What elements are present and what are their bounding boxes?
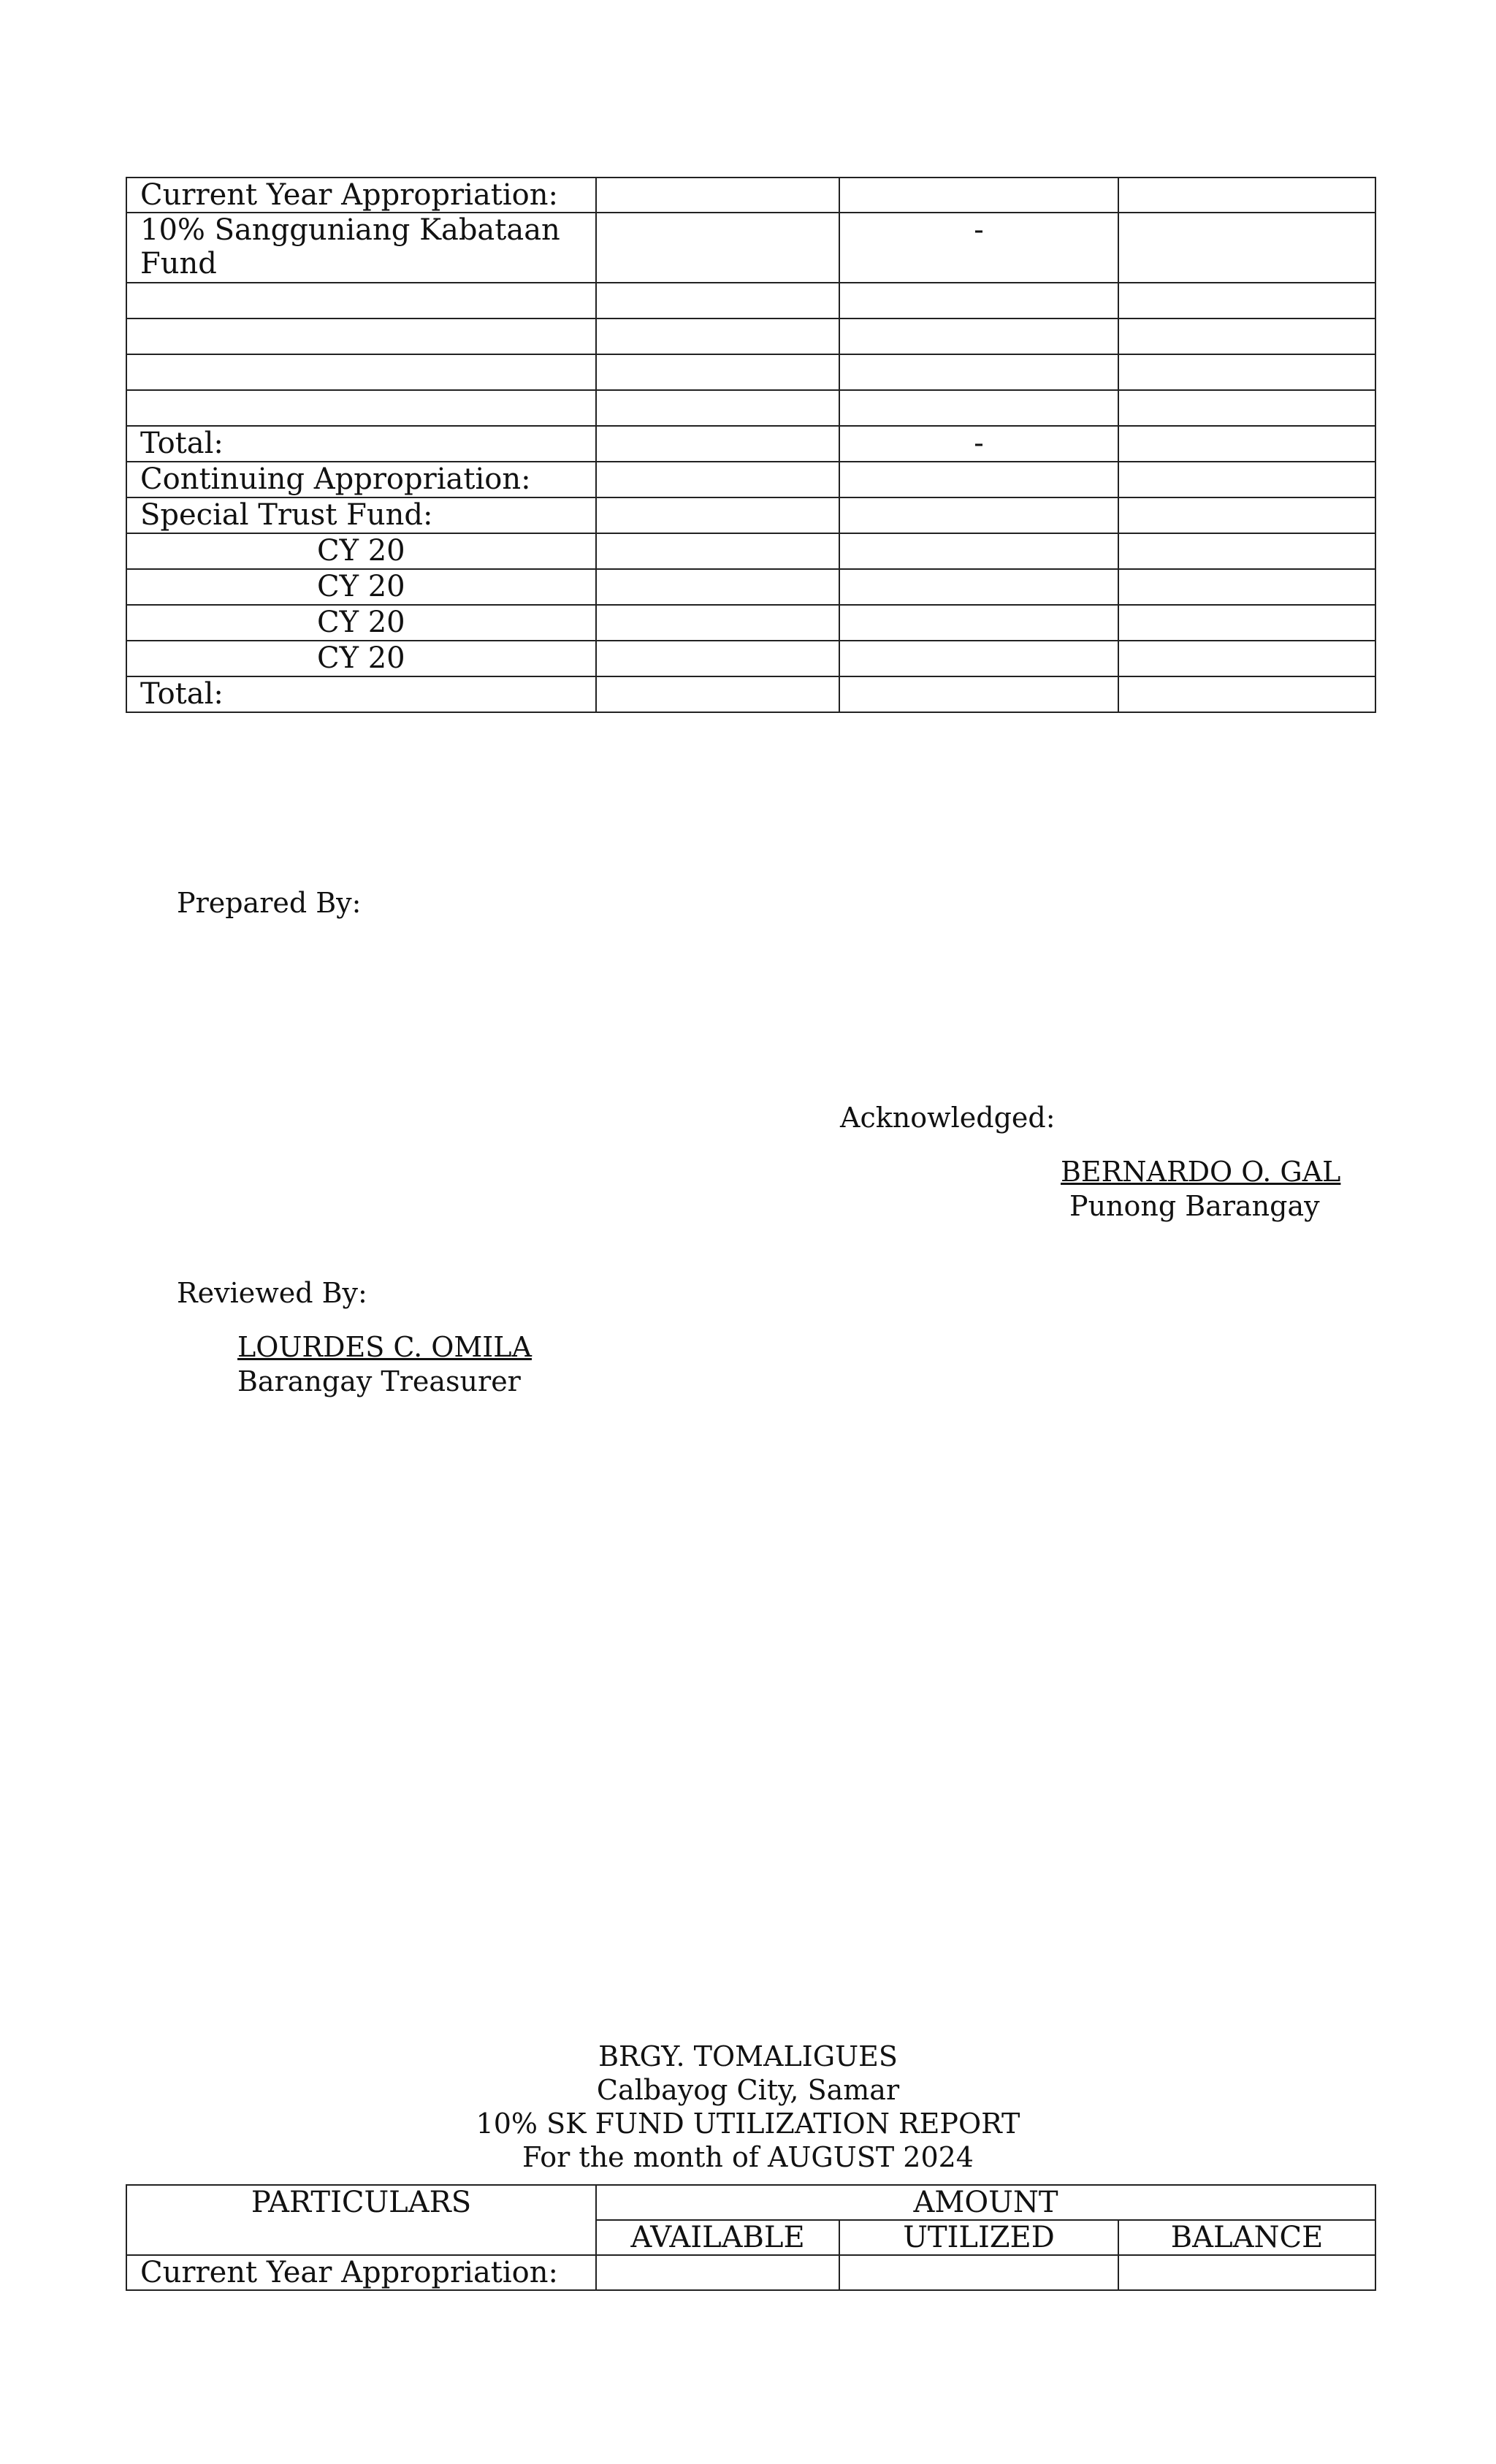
table-row [126, 283, 1375, 319]
available-cell [596, 354, 839, 390]
available-cell [596, 497, 839, 533]
available-cell [596, 533, 839, 569]
balance-cell [1118, 390, 1375, 426]
available-cell [596, 641, 839, 676]
row-label: Total: [126, 676, 596, 712]
available-cell [596, 426, 839, 462]
available-cell [596, 569, 839, 605]
utilized-header: UTILIZED [839, 2220, 1118, 2255]
table-row [126, 426, 1375, 462]
balance-cell [1118, 641, 1375, 676]
balance-cell [1118, 319, 1375, 354]
row-label: Current Year Appropriation: [126, 178, 596, 213]
balance-cell [1118, 462, 1375, 497]
available-cell [596, 2255, 839, 2290]
barangay-name: BRGY. TOMALIGUES [598, 2040, 898, 2072]
available-cell [596, 462, 839, 497]
row-label: Current Year Appropriation: [126, 2255, 596, 2290]
utilized-cell [839, 462, 1118, 497]
row-label [126, 390, 596, 426]
acknowledged-signatory-name: BERNARDO O. GAL [1061, 1156, 1341, 1188]
row-label: Special Trust Fund: [126, 497, 596, 533]
table-row [126, 462, 1375, 497]
row-label [126, 354, 596, 390]
row-label: CY 20 [126, 641, 596, 676]
balance-cell [1118, 426, 1375, 462]
report-period: For the month of AUGUST 2024 [522, 2141, 974, 2173]
table-row [126, 676, 1375, 712]
utilization-table [126, 2184, 1376, 2291]
row-label [126, 283, 596, 319]
table-row [126, 319, 1375, 354]
utilized-cell [839, 569, 1118, 605]
utilization-table-continued [126, 177, 1376, 713]
available-cell [596, 213, 839, 283]
table-header-row [126, 2185, 1375, 2220]
balance-cell [1118, 533, 1375, 569]
utilized-cell [839, 497, 1118, 533]
particulars-header: PARTICULARS [126, 2185, 596, 2255]
row-label: 10% Sangguniang Kabataan Fund [126, 213, 596, 283]
table-row [126, 569, 1375, 605]
balance-cell [1118, 605, 1375, 641]
table-row [126, 605, 1375, 641]
available-cell [596, 605, 839, 641]
balance-header: BALANCE [1118, 2220, 1375, 2255]
reviewed-signatory-name: LOURDES C. OMILA [237, 1331, 532, 1363]
reviewed-by-label: Reviewed By: [177, 1277, 367, 1309]
utilized-cell [839, 641, 1118, 676]
balance-cell [1118, 2255, 1375, 2290]
available-cell [596, 676, 839, 712]
prepared-by-label: Prepared By: [177, 887, 362, 919]
reviewed-signatory-title: Barangay Treasurer [237, 1365, 521, 1397]
utilized-cell [839, 178, 1118, 213]
table-row [126, 354, 1375, 390]
balance-cell [1118, 354, 1375, 390]
utilized-cell [839, 283, 1118, 319]
acknowledged-signatory-title: Punong Barangay [1069, 1190, 1320, 1222]
utilized-cell: - [839, 213, 1118, 283]
table-row [126, 497, 1375, 533]
balance-cell [1118, 676, 1375, 712]
table-row [126, 178, 1375, 213]
balance-cell [1118, 178, 1375, 213]
utilized-cell [839, 390, 1118, 426]
row-label: Continuing Appropriation: [126, 462, 596, 497]
report-header [0, 2040, 1496, 2174]
balance-cell [1118, 213, 1375, 283]
available-cell [596, 283, 839, 319]
table-row [126, 641, 1375, 676]
row-label: CY 20 [126, 569, 596, 605]
available-cell [596, 319, 839, 354]
available-cell [596, 178, 839, 213]
table-row [126, 533, 1375, 569]
balance-cell [1118, 569, 1375, 605]
utilized-cell: - [839, 426, 1118, 462]
report-title: 10% SK FUND UTILIZATION REPORT [476, 2108, 1020, 2140]
row-label: CY 20 [126, 605, 596, 641]
table-row [126, 2255, 1375, 2290]
row-label: CY 20 [126, 533, 596, 569]
available-cell [596, 390, 839, 426]
table-row [126, 390, 1375, 426]
city-province: Calbayog City, Samar [596, 2074, 900, 2106]
balance-cell [1118, 283, 1375, 319]
row-label: Total: [126, 426, 596, 462]
acknowledged-label: Acknowledged: [840, 1102, 1056, 1134]
utilized-cell [839, 354, 1118, 390]
utilized-cell [839, 605, 1118, 641]
balance-cell [1118, 497, 1375, 533]
utilized-cell [839, 676, 1118, 712]
utilized-cell [839, 533, 1118, 569]
amount-header: AMOUNT [596, 2185, 1375, 2220]
available-header: AVAILABLE [596, 2220, 839, 2255]
table-row [126, 213, 1375, 283]
utilized-cell [839, 319, 1118, 354]
utilized-cell [839, 2255, 1118, 2290]
row-label [126, 319, 596, 354]
